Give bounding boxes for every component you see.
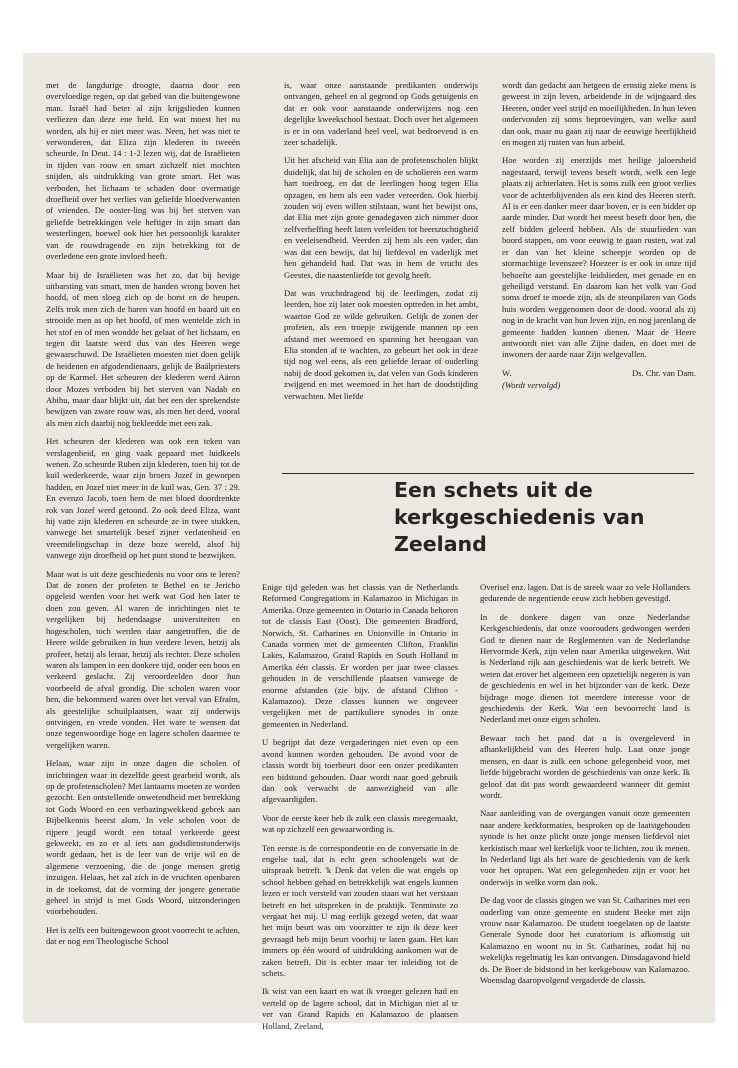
- paragraph: Het is zelfs een buitengewoon groot voorrecht te achten, dat er nog een Theologische School: [46, 924, 241, 947]
- second-article-column-2: [480, 582, 690, 993]
- paragraph: De dag voor de classis gingen we van St. Catharines met een ouderling van onze gemeente en student Beeke met zijn vrouw naar Kalamazoo. De student toegelaten op de laatste Generale Synode door het curatorium is afkomstig uit Kalamazoo en woont nu in St. Catharines, zodat hij nu wekelijks regelmatig les kan ontvangen. Dinsdagavond hield ds. De Boer de bidstond in het kerkgebouw van Kalamazoo. Woensdag daaropvolgend vergaderde de classis.: [480, 895, 690, 985]
- paragraph: Helaas, waar zijn in onze dagen die scholen of inrichtingen waar in dezelfde geest gearbeid wordt, als op de profetenscholen? Met lantaarns moeten ze worden gezocht. Een ontstellende onwetendheid met betrekking tot Gods Woord en een verbazingwekkend gebrek aan Bijbelkennis heerst alom. In vele scholen voor de rijpere jeugd wordt een totaal verkeerde geest gekweekt, en zo er al iets aan godsdienstonderwijs wordt gedaan, het is de leer van de vrije wil en de algemene verzoening, die de jonge mensen gretig inzuigen. Helaas, het zal zich in de vruchten openbaren in de toekomst, dat de vorming der jongere generatie geheel in strijd is met Gods Woord, uitzonderingen voorbehouden.: [46, 758, 240, 917]
- paragraph: Voor de eerste keer heb ik zulk een classis meegemaakt, wat op zichzelf een gewaarwording is.: [262, 812, 458, 835]
- paragraph: Maar wat is uit deze geschiedenis nu voor ons te leren? Dat de zonen der profeten te Bethel en te Jericho opgeleid werden voor het werk wat God hen later te doen zou geven. Al waren de inrichtingen niet te vergelijken bij hedendaagse universiteiten en hogescholen, toch werden daar aangetroffen, die de Heere wilde gebruiken in hun verdere leven, hetzij als profeet, hetzij als leraar, hetzij als rechter. Deze scholen waren als lampen in een donkere tijd, onder een boos en verkeerd geslacht. Zij veroordeelden door hun voorbeeld de afval grondig. Die scholen waren voor hen, die bekommerd waren over het verval van Efraïm, als geestelijke schuilplaatsen, waar zij onderwijs ontvingen, en vrede vonden. Het ware te wensen dat onze tegenwoordige hoge en lagere scholen daarmee te vergelijken waren.: [46, 568, 240, 750]
- magazine-page: [24, 54, 714, 1031]
- paragraph: Hoe worden zij enerzijds met heilige jaloersheid nagestaard, terwijl tevens beseft wordt, welk een lege plaats zij achterlaten. Het is soms zulk een groot verlies voor de achterblijvenden als een kind des Heeren sterft. Al is er een danker meer daar boven, er is een bidder op aarde minder. Dat wordt het meest beseft door hen, die zelf bidden geleerd hebben. Als de stuurlieden van boord stappen, om voor eeuwig te gaan rusten, wat zal er dan van het kleine scheepje worden op de stormachtige levenszee? Hoezeer is er ook in onze tijd behoefte aan geestelijke leidslieden, met genade en en geheiligd verstand. En daarom kan het volk van God soms droef te moede zijn, als de steunpilaren van Gods huis worden weggenomen door de dood. vooral als zij nog in de kracht van hun leven zijn, en nog jarenlang de gemeente hadden kunnen dienen. Maar de Heere antwoordt niet van alle Zijne daden, en doet met de inwoners der aarde naar Zijn welgevallen.: [502, 155, 696, 360]
- second-article-column-1: [262, 582, 458, 1039]
- paragraph: Overisel enz. lagen. Dat is de streek waar zo vele Hollanders gedurende de negentiende eeuw zich hebben gevestigd.: [480, 582, 690, 604]
- paragraph: Dat was vruchtdragend bij de leerlingen, zodat zij leerden, hoe zij later ook moesten optreden in het ambt, waartoe God ze wilde gebruiken. Gelijk de zonen der profeten, als een troepje zwijgende mannen op een afstand met weemoed en spanning het heengaan van Elia stonden af te wachten, zo gebeurt het ook in deze tijd nog wel eens, als een geliefde leraar of ouderling nabij de dood gekomen is, dat velen van Gods kinderen zwijgend en met weemoed in het hart de doodstijding verwachten. Met liefde: [284, 287, 478, 401]
- paragraph: Bewaar toch het pand dat u is overgeleverd in afhankelijkheid van des Heeren hulp. Laat onze jonge mensen, en daar is zulk een schone gelegenheid voor, met liefde bijgebracht worden de geschiedenis van onze kerk. Ik geloof dat dit pas wordt gewaardeerd wanneer dit gemist wordt.: [480, 732, 690, 800]
- paragraph: wordt dan gedacht aan hetgeen de ernstig zieke mens is geweest in zijn leven, arbeidende in de wijngaard des Heeren, onder veel strijd en moeilijkheden. In hun leven ondervonden zij soms beproevingen, van welke aard dan ook, maar nu gaan zij naar de eeuwige heerlijkheid en mogen zij rusten van hun arbeid.: [502, 80, 696, 148]
- paragraph: Maar bij de Israëlieten was het zo, dat bij hevige uitbarsting van smart, men de handen wrong boven het hoofd, of men sloeg zich op de borst en de heupen. Zelfs trok men zich de haren van hoofd en baard uit en strooide men as op het hoofd, of men wentelde zich in het stof en of men wondde het gelaat of het lichaam, en tegen dit laatste werd dus van des Heeren wege gewaarschuwd. De Israëlieten moesten niet doen gelijk de heidenen en afgodendienaars, gelijk de Baälpriesters op de Karmel. Het scheuren der klederen werd Aäron door Mozes verboden bij het sterven van Nadab en Abihu, maar daar blijkt uit, dat het een der sprekendste bewijzen van zware rouw was, als men het deed, vooral als men zich daarbij nog bekleedde met een zak.: [46, 269, 240, 428]
- paragraph: met de langdurige droogte, daarna door een overvloedige regen, op dat gebed van die buitengewone man. Israël had beter al zijn krijgslieden kunnen verliezen dan deze ene held. En wat moest het nu worden, als hij er niet meer was. Neen, het was niet te verwonderen, dat Eliza zijn klederen in tweeën scheurde. In Deut. 14 : 1-2 lezen wij, dat de Israëlieten in tijden van rouw en smart zichzelf niet mochten snijden, als uitdrukking van grote smart. Het was verboden, het lichaam te schaden door overmatige droefheid over het verlies van geliefde bloedverwanten of vrienden. De ooster-ling was bij het sterven van geliefde betrekkingen vele heftiger in zijn smart dan westerlingen, hoewel ook hier het persoonlijk karakter van de rouwdragende en zijn betrekking tot de overledene een grote invloed heeft.: [46, 80, 240, 262]
- paragraph: Enige tijd geleden was het classis van de Netherlands Reformed Congregations in Kalamazoo in Michigan in Amerika. Onze gemeenten in Ontario in Canada behoren tot de classis East (Oost). Die gemeenten Bradford, Norwich, St. Catharines en Unionville in Ontario in Canada vormen met de gemeenten Clifton, Franklin Lakes, Kalamazoo, Grand Rapids en South Holland in Amerika één classis. Er worden per jaar twee classes gehouden in de verschillende plaatsen vanwege de enorme afstanden (zie bijv. de afstand Clifton - Kalamazoo). Deze classes kunnen we ongeveer vergelijken met de partikuliere synodes in onze gemeenten in Nederland.: [262, 582, 458, 729]
- paragraph: In de donkere dagen van onze Nederlandse Kerkgeschiedenis, dat onze voorouders gedwongen werden God te dienen naar de Reglementen van de Nederlandse Hervormde Kerk, zijn velen naar Amerika uitgeweken. Wat is Nederland rijk aan geschiedenis wat de kerk betreft. We weten dat erover het algemeen een opzettelijk negeren is van de geschiedenis en wel in het bijzonder van de kerk. Deze bijdrage moge dienen tot meerdere interesse voor de geschiedenis der Kerk. Wat een bevoorrecht land is Nederland met onze eigen scholen.: [480, 611, 690, 725]
- paragraph: Het scheuren der klederen was ook een teken van verslagenheid, en ging vaak gepaard met luidkeels wenen. Zo scheurde Ruben zijn klederen, toen hij tot de kuil wederkeerde, waar zijn broers Jozef in geworpen hadden, en Jozef niet meer in de kuil was, Gen. 37 : 29. En evenzo Jacob, toen hem de met bloed doordrenkte rok van Jozef werd getoond. Zo ook deed Eliza, want hij vatte zijn klederen en scheurde ze in twee stukken, vanwege het smartelijk besef zijner verlatenheid en vreemdelingschap in deze boze wereld, alsof hij vanwege zijn droefheid op het punt stond te bezwijken.: [46, 436, 240, 561]
- paragraph: Naar aanleiding van de overgangen vanuit onze gemeenten naar andere kerkformaties, besproken op de laatstgehouden synode is het onze plicht onze jonge mensen liefdevol niet kerkistisch maar wel kerkelijk voor te lichten, zou ik menen. In Nederland ligt als het ware de geschiedenis van de kerk voor het oprapen. Wat een gelegenheden zijn er voor het onderwijs in welke vorm dan ook.: [480, 808, 690, 887]
- continued-note: (Wordt vervolgd): [502, 380, 561, 391]
- paragraph: Uit het afscheid van Elia aan de profetenscholen blijkt duidelijk, dat hij de scholen en de scholieren een warm hart toedroeg, en dat de leerlingen hoog tegen Elia opzagen, en hem als een vader vereerden. Ook hierbij zouden wij even willen stilstaan, want het bewijst ons, dat Elia met zijn grote genadegaven zich nimmer door zelfverheffing heeft laten verleiden tot heerszuchtigheid en veeleisendheid. Veerden zij hem als een vader, dan was dat een bewijs, dat hij liefdevol en vaderlijk met hen gehandeld had. Dat was in hem de vrucht des Geestes, die naastenliefde tot gevolg heeft.: [284, 155, 478, 280]
- section-divider: [282, 473, 694, 474]
- signature-name: Ds. Chr. van Dam.: [632, 367, 696, 378]
- author-signature: [502, 368, 696, 379]
- paragraph: Ten eerste is de correspondentie en de conversatie in de engelse taal, dat is echt geen schoolengels wat de uitspraak betreft. 'k Denk dat velen die wat engels op school hebben gehad en betrekkelijk wat engels kunnen lezen er toch versteld van zouden staan wat het verstaan betreft en het uitspreken in de praktijk. Tenminste zo vergaat het mij. U mag eerlijk gezegd weten, dat waar het mijn beurt was om voorzitter te zijn ik deze keer gevraagd heb mijn beurt voorbij te laten gaan. Het kan immers op één woord of uitdrukking aankomen wat de zaken betreft. Dit is echter maar ter inleiding tot de schets.: [262, 842, 458, 978]
- article-column-2: [284, 80, 478, 409]
- signature-initial: W.: [502, 367, 512, 378]
- article-column-1: [46, 80, 240, 955]
- paragraph: U begrijpt dat deze vergaderingen niet even op een avond kunnen worden gehouden. De avond voor de classis wordt bij toerbeurt door een onzer predikanten een bidstond gehouden. Daar wordt naar goed gebruik dan ook verwacht de aanwezigheid van alle afgevaardigden.: [262, 737, 458, 805]
- article-column-3: [502, 80, 696, 392]
- article-headline: Een schets uit de kerkgeschiedenis van Zeeland: [394, 478, 645, 556]
- paragraph: is, waar onze aanstaande predikanten onderwijs ontvangen, geheel en al gegrond op Gods getuigenis en dat er ook voor aanstaande onderwijzers nog een degelijke kweekschool bestaat. Doch over het algemeen is er in ons vaderland heel veel, wat bedroevend is en zeer schadelijk.: [284, 80, 478, 148]
- paragraph: Ik wist van een kaart en wat ik vroeger gelezen had en verteld op de lagere school, dat in Michigan niet al te ver van Grand Rapids en Kalamazoo de plaatsen Holland, Zeeland,: [262, 986, 458, 1031]
